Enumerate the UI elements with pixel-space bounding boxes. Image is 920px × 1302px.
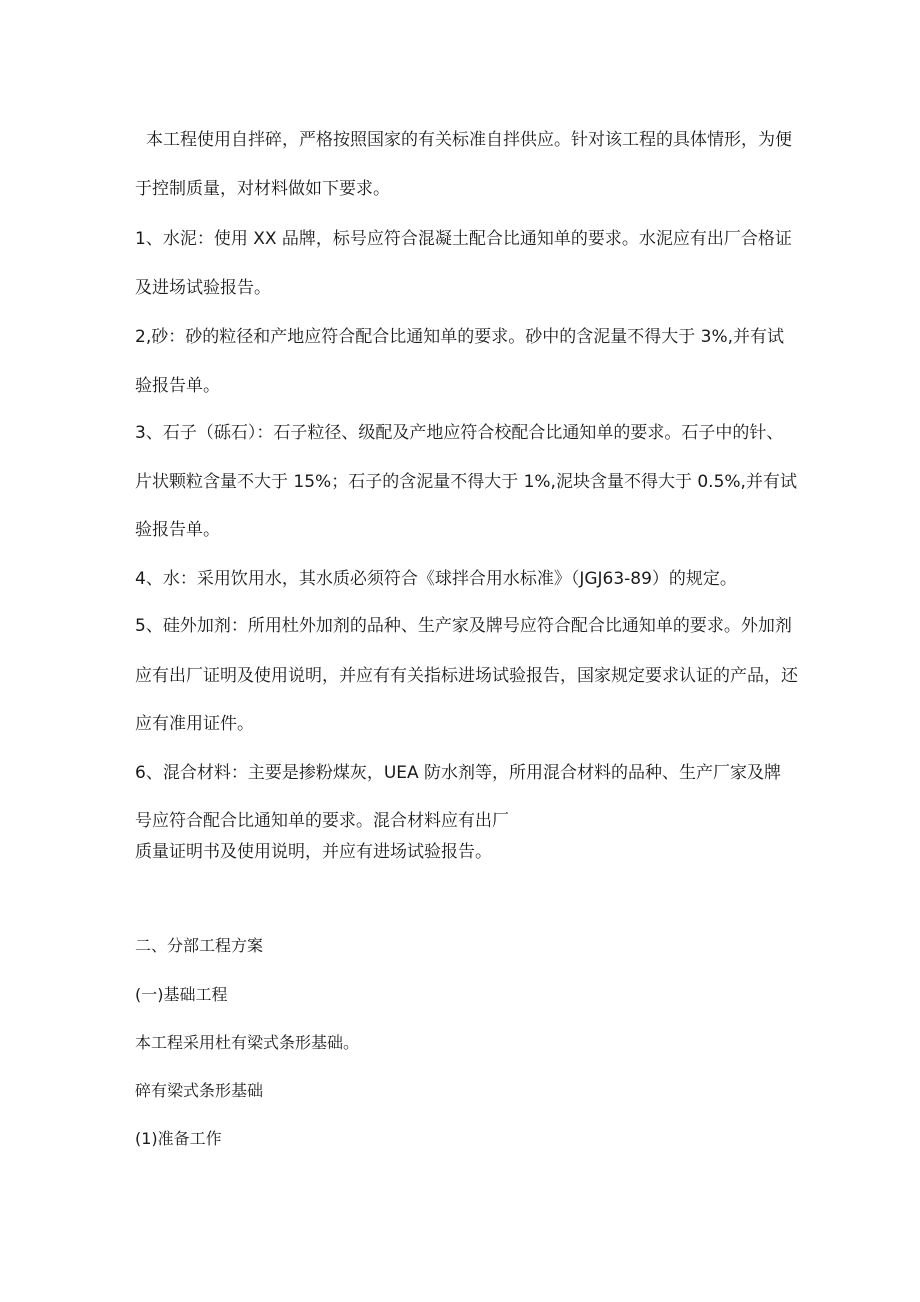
subsection-heading: (一)基础工程: [135, 985, 228, 1004]
paragraph-line: 应有准用证件。: [135, 714, 254, 734]
paragraph-line: 号应符合配合比通知单的要求。混合材料应有出厂: [135, 811, 509, 831]
paragraph-line: 1、水泥：使用 XX 品牌，标号应符合混凝土配合比通知单的要求。水泥应有出厂合格证: [135, 229, 792, 249]
paragraph-line: 6、混合材料：主要是掺粉煤灰，UEA 防水剂等，所用混合材料的品种、生产厂家及牌: [135, 763, 782, 783]
paragraph-line: 片状颗粒含量不大于 15%；石子的含泥量不得大于 1%,泥块含量不得大于 0.5%,并有试: [135, 472, 797, 492]
paragraph-line: 2,砂：砂的粒径和产地应符合配合比通知单的要求。砂中的含泥量不得大于 3%,并有试: [135, 327, 784, 347]
section-heading: 二、分部工程方案: [135, 936, 264, 955]
paragraph-line: 验报告单。: [135, 520, 220, 540]
subsection-heading: (1)准备工作: [135, 1129, 222, 1148]
paragraph-line: 于控制质量，对材料做如下要求。: [135, 179, 390, 199]
paragraph-line: 5、硅外加剂：所用杜外加剂的品种、生产家及牌号应符合配合比通知单的要求。外加剂: [135, 616, 792, 636]
paragraph-line: 及进场试验报告。: [135, 278, 271, 298]
paragraph-line: 质量证明书及使用说明，并应有进场试验报告。: [135, 842, 492, 862]
paragraph-line: 本工程采用杜有梁式条形基础。: [135, 1033, 360, 1052]
paragraph-line: 验报告单。: [135, 376, 220, 396]
paragraph-line: 应有出厂证明及使用说明，并应有有关指标进场试验报告，国家规定要求认证的产品，还: [135, 666, 798, 686]
paragraph-line: 碎有梁式条形基础: [135, 1081, 264, 1100]
paragraph-line: 4、水：采用饮用水，其水质必须符合《球拌合用水标准》（JGJ63-89）的规定。: [135, 569, 737, 589]
paragraph-line: 本工程使用自拌碎，严格按照国家的有关标准自拌供应。针对该工程的具体情形，为便: [146, 130, 792, 150]
paragraph-line: 3、石子（砾石）：石子粒径、级配及产地应符合校配合比通知单的要求。石子中的针、: [135, 423, 784, 443]
